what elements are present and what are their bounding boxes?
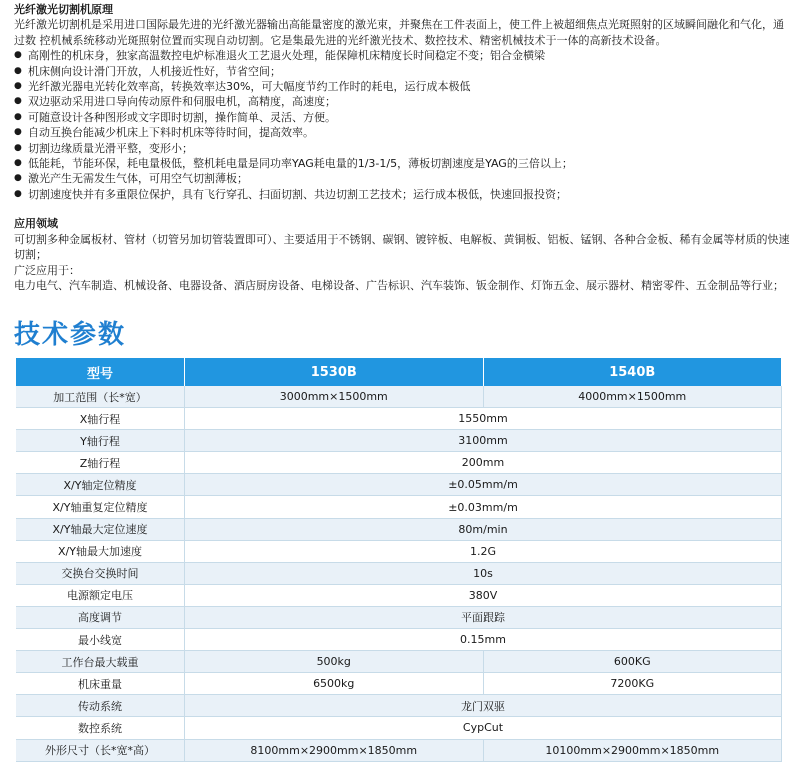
feature-item: ● 激光产生无需发生气体，可用空气切割薄板； xyxy=(14,171,790,186)
spec-label: 外形尺寸（长*宽*高） xyxy=(16,739,185,761)
spec-value-shared: 380V xyxy=(185,584,782,606)
spec-value-shared: 3100mm xyxy=(185,430,782,452)
spec-label: 交换台交换时间 xyxy=(16,562,185,584)
spec-value-shared: ±0.03mm/m xyxy=(185,496,782,518)
spec-value-1540b: 4000mm×1500mm xyxy=(483,386,782,408)
table-row xyxy=(16,629,782,651)
table-row xyxy=(16,584,782,606)
spec-value-shared: ±0.05mm/m xyxy=(185,474,782,496)
spec-label: X/Y轴定位精度 xyxy=(16,474,185,496)
spec-label: Y轴行程 xyxy=(16,430,185,452)
spec-value-shared: 200mm xyxy=(185,452,782,474)
feature-item: ● 切割边缘质量光滑平整，变形小； xyxy=(14,141,790,156)
spec-value-1530b: 3000mm×1500mm xyxy=(185,386,484,408)
spec-value-shared: 10s xyxy=(185,562,782,584)
table-row xyxy=(16,452,782,474)
spec-label: Z轴行程 xyxy=(16,452,185,474)
table-row xyxy=(16,673,782,695)
intro-section xyxy=(14,2,790,293)
header-1540b: 1540B xyxy=(483,358,782,386)
table-row xyxy=(16,606,782,628)
spec-value-1530b: 6500kg xyxy=(185,673,484,695)
header-1530b: 1530B xyxy=(185,358,484,386)
spec-label: 机床重量 xyxy=(16,673,185,695)
principle-paragraph: 光纤激光切割机是采用进口国际最先进的光纤激光器输出高能量密度的激光束，并聚焦在工件表面上，使工件上被超细焦点光斑照射的区域瞬间融化和气化，通过数 控机械系统移动光斑照射位置而实现自动切割。它是集最先进的光纤激光技术、数控技术、精密机械技术于一体的高新技术设备。 xyxy=(14,18,784,47)
spec-value-1530b: 500kg xyxy=(185,651,484,673)
spec-label: 加工范围（长*宽） xyxy=(16,386,185,408)
feature-item: ● 高刚性的机床身，独家高温数控电炉标准退火工艺退火处理，能保障机床精度长时间稳定不变；铝合金横梁 xyxy=(14,48,790,63)
application-industries: 电力电气、汽车制造、机械设备、电器设备、酒店厨房设备、电梯设备、广告标识、汽车装饰、钣金制作、灯饰五金、展示器材、精密零件、五金制品等行业； xyxy=(14,278,784,292)
table-row xyxy=(16,474,782,496)
spec-value-shared: 平面跟踪 xyxy=(185,606,782,628)
table-row xyxy=(16,430,782,452)
spec-value-1540b: 600KG xyxy=(483,651,782,673)
table-row xyxy=(16,739,782,761)
feature-list xyxy=(14,48,790,202)
table-row xyxy=(16,540,782,562)
table-row xyxy=(16,496,782,518)
spec-value-shared: 龙门双驱 xyxy=(185,695,782,717)
spec-label: 电源额定电压 xyxy=(16,584,185,606)
table-row xyxy=(16,695,782,717)
feature-item: ● 切割速度快并有多重限位保护，具有飞行穿孔、扫面切割、共边切割工艺技术；运行成本极低，快速回报投资； xyxy=(14,187,790,202)
feature-item: ● 双边驱动采用进口导向传动原件和伺服电机，高精度，高速度； xyxy=(14,94,790,109)
spec-label: 工作台最大载重 xyxy=(16,651,185,673)
feature-item: ● 自动互换台能减少机床上下料时机床等待时间，提高效率。 xyxy=(14,125,790,140)
table-row xyxy=(16,651,782,673)
spec-label: X/Y轴最大加速度 xyxy=(16,540,185,562)
application-materials: 可切割多种金属板材、管材（切管另加切管装置即可）、主要适用于不锈钢、碳钢、镀锌板、电解板、黄铜板、铝板、锰钢、各种合金板、稀有金属等材质的快速切割； xyxy=(14,232,790,262)
application-label: 广泛应用于： xyxy=(14,263,80,277)
table-row xyxy=(16,386,782,408)
spec-label: 最小线宽 xyxy=(16,629,185,651)
spec-value-1540b: 10100mm×2900mm×1850mm xyxy=(483,739,782,761)
spec-value-1540b: 7200KG xyxy=(483,673,782,695)
table-row xyxy=(16,518,782,540)
feature-item: ● 光纤激光器电光转化效率高，转换效率达30%，可大幅度节约工作时的耗电，运行成本极低 xyxy=(14,79,790,94)
table-row xyxy=(16,562,782,584)
feature-item: ● 低能耗，节能环保，耗电量极低，整机耗电量是同功率YAG耗电量的1/3-1/5，薄板切割速度是YAG的三倍以上； xyxy=(14,156,790,171)
specs-table xyxy=(16,358,782,762)
spec-label: X/Y轴最大定位速度 xyxy=(16,518,185,540)
spec-value-shared: 1550mm xyxy=(185,408,782,430)
feature-item: ● 机床侧向设计滑门开放，人机接近性好，节省空间； xyxy=(14,64,790,79)
spec-value-shared: 80m/min xyxy=(185,518,782,540)
spec-label: X/Y轴重复定位精度 xyxy=(16,496,185,518)
specs-body xyxy=(16,386,782,761)
spec-value-shared: 1.2G xyxy=(185,540,782,562)
spec-value-1530b: 8100mm×2900mm×1850mm xyxy=(185,739,484,761)
header-model: 型号 xyxy=(16,358,185,386)
spec-label: X轴行程 xyxy=(16,408,185,430)
specs-header-row xyxy=(16,358,782,386)
table-row xyxy=(16,408,782,430)
feature-item: ● 可随意设计各种图形或文字即时切割，操作简单、灵活、方便。 xyxy=(14,110,790,125)
specs-title: 技术参数 xyxy=(14,320,127,350)
application-title: 应用领域 xyxy=(14,217,58,231)
spec-label: 传动系统 xyxy=(16,695,185,717)
principle-title: 光纤激光切割机原理 xyxy=(14,3,113,16)
table-row xyxy=(16,717,782,739)
spec-label: 数控系统 xyxy=(16,717,185,739)
spec-value-shared: 0.15mm xyxy=(185,629,782,651)
spec-value-shared: CypCut xyxy=(185,717,782,739)
spec-label: 高度调节 xyxy=(16,606,185,628)
